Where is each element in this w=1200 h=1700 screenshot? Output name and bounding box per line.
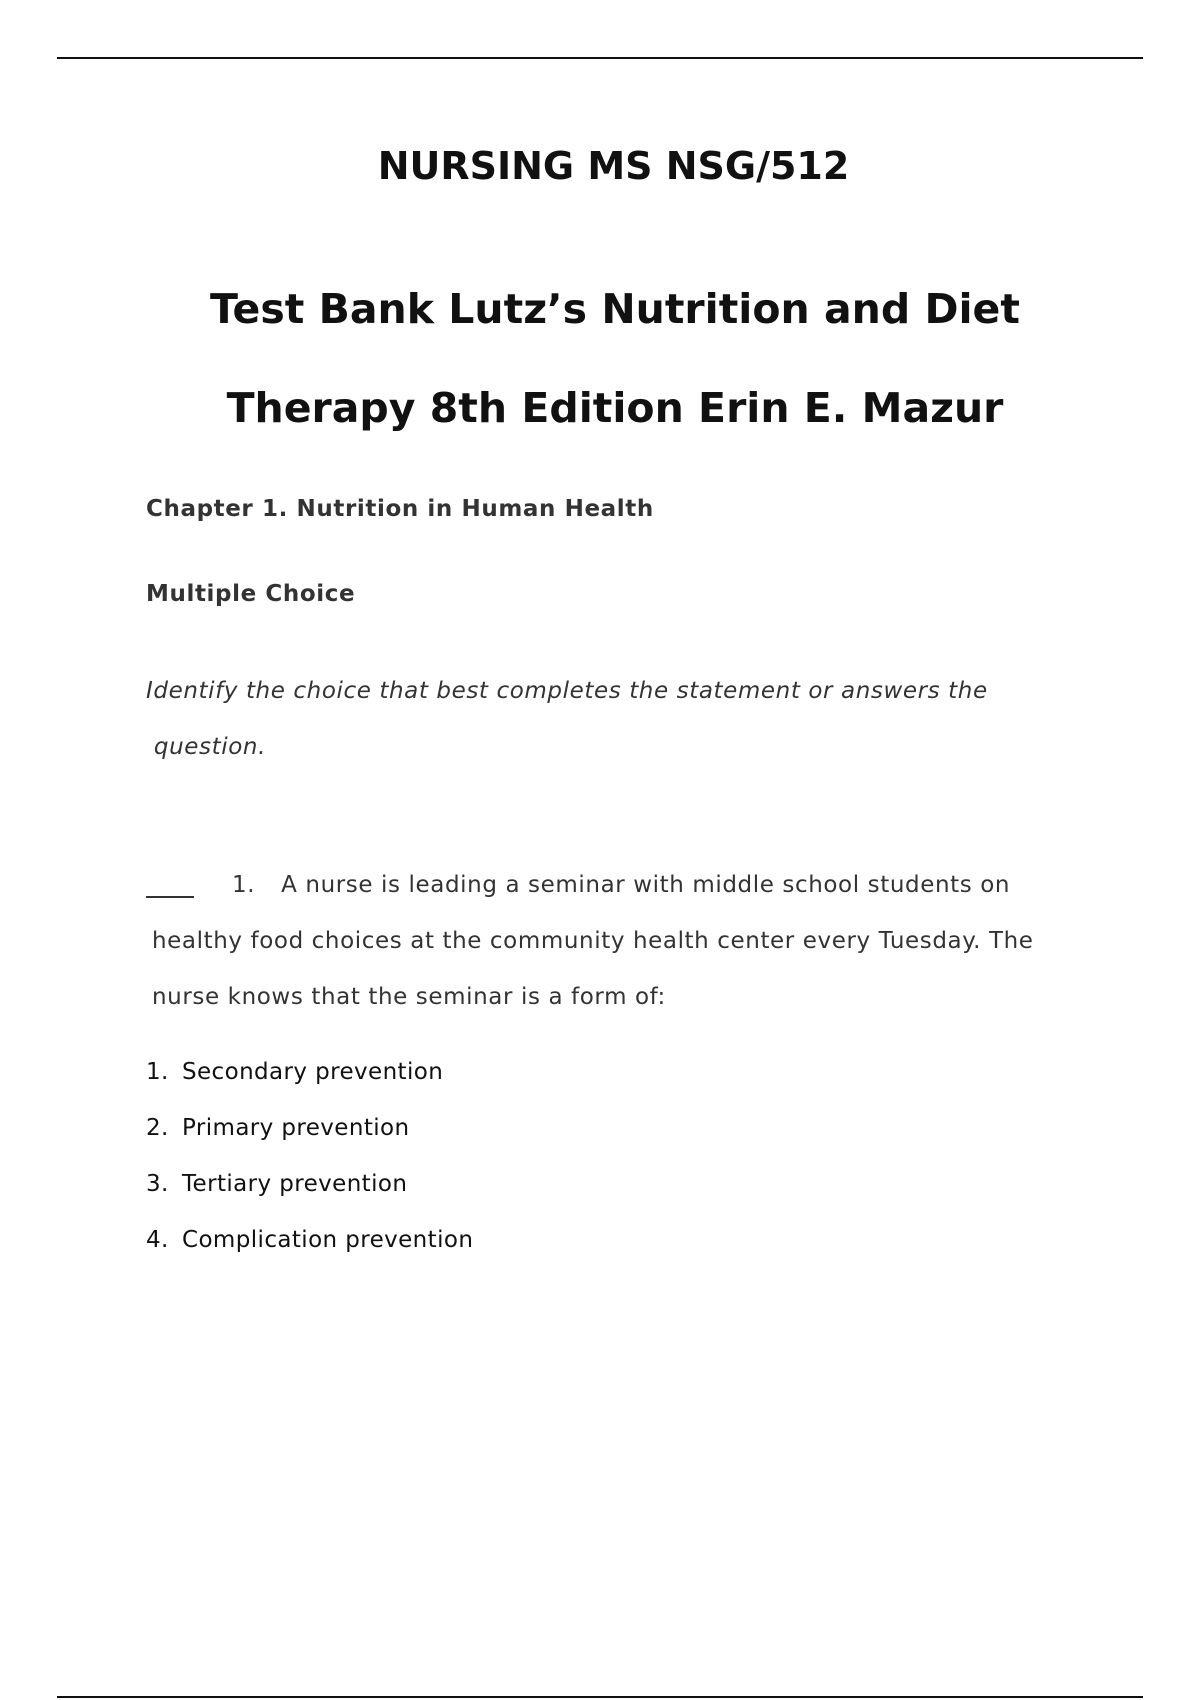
answer-blank[interactable] (146, 876, 194, 898)
question-text-line-2: healthy food choices at the community health center every Tuesday. The (152, 928, 1034, 954)
question-number: 1. (232, 872, 256, 898)
choice-text: Secondary prevention (182, 1059, 444, 1085)
choice-text: Complication prevention (182, 1227, 474, 1253)
course-title: NURSING MS NSG/512 (377, 144, 850, 188)
choice-text: Primary prevention (182, 1115, 410, 1141)
section-heading: Multiple Choice (146, 581, 356, 607)
choice-number: 3. (146, 1171, 169, 1197)
book-title-line-2: Therapy 8th Edition Erin E. Mazur (226, 384, 1004, 432)
instructions-line-1: Identify the choice that best completes the statement or answers the (146, 678, 988, 704)
top-rule (57, 57, 1143, 59)
question-1 (146, 857, 1086, 1025)
choice-number: 1. (146, 1059, 169, 1085)
choice-item[interactable] (146, 1100, 473, 1156)
question-text-line-3: nurse knows that the seminar is a form of: (152, 984, 666, 1010)
question-first-line (146, 857, 1086, 913)
answer-choices (146, 1044, 473, 1268)
choice-item[interactable] (146, 1044, 473, 1100)
choice-number: 4. (146, 1227, 169, 1253)
instructions (146, 663, 1046, 775)
instructions-line-2: question. (146, 734, 266, 760)
chapter-heading: Chapter 1. Nutrition in Human Health (146, 496, 654, 522)
choice-item[interactable] (146, 1212, 473, 1268)
question-text-line-1: A nurse is leading a seminar with middle school students on (281, 872, 1011, 898)
book-title (120, 260, 1110, 458)
choice-item[interactable] (146, 1156, 473, 1212)
book-title-line-1: Test Bank Lutz’s Nutrition and Diet (210, 285, 1020, 333)
choice-text: Tertiary prevention (182, 1171, 408, 1197)
choice-number: 2. (146, 1115, 169, 1141)
bottom-rule (57, 1696, 1143, 1698)
